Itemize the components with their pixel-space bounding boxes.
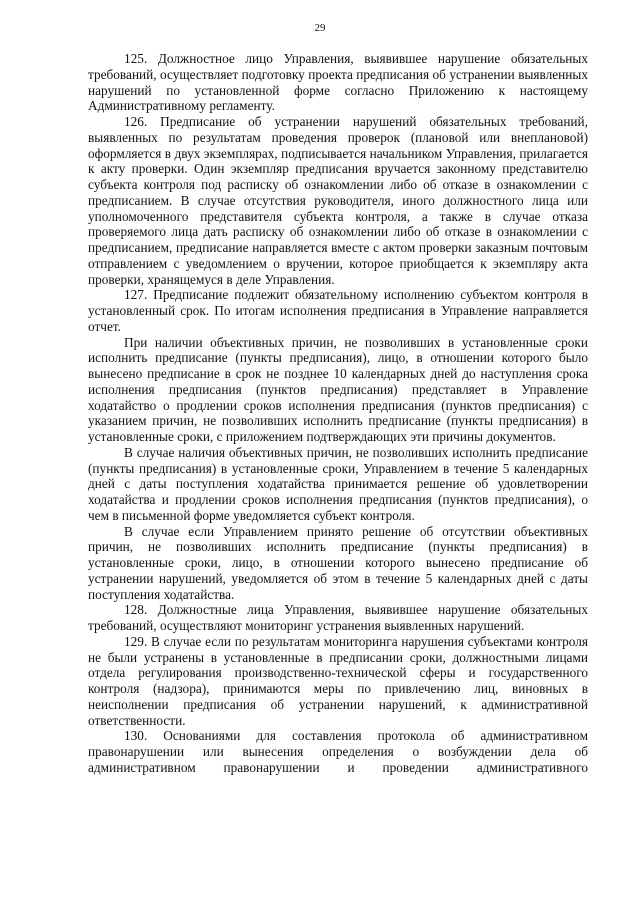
paragraph-128: 128. Должностные лица Управления, выявившее нарушение обязательных требований, осуществляют мониторинг устранения выявленных нарушений. xyxy=(88,602,588,633)
paragraph-127: 127. Предписание подлежит обязательному исполнению субъектом контроля в установленный срок. По итогам исполнения предписания в Управление направляется отчет. xyxy=(88,287,588,334)
paragraph-127-extension-granted: В случае наличия объективных причин, не позволивших исполнить предписание (пункты предписания) в установленные сроки, Управлением в течение 5 календарных дней с даты поступления ходатайства принимается решение об удовлетворении ходатайства и продлении сроков исполнения предписания (пунктов предписания), о чем в письменной форме уведомляется субъект контроля. xyxy=(88,444,588,523)
paragraph-126: 126. Предписание об устранении нарушений обязательных требований, выявленных по результатам проведения проверок (плановой или внеплановой) оформляется в двух экземплярах, подписывается начальником Управления, прилагается к акту проверки. Один экземпляр предписания вручается законному представителю субъекта контроля под расписку об ознакомлении либо об отказе в ознакомлении с предписанием. В случае отсутствия руководителя, иного должностного лица или уполномоченного представителя субъекта контроля, а также в случае отказа проверяемого лица дать расписку об ознакомлении либо об отказе в ознакомлении с предписанием, предписание направляется вместе с актом проверки заказным почтовым отправлением с уведомлением о вручении, которое приобщается к экземпляру акта проверки, хранящемуся в деле Управления. xyxy=(88,114,588,287)
paragraph-129: 129. В случае если по результатам мониторинга нарушения субъектами контроля не были устранены в установленные в предписании сроки, должностными лицами отдела регулирования производственно-технической сферы и государственного контроля (надзора), принимаются меры по привлечению лиц, виновных в неисполнении предписания об устранении нарушений, к административной ответственности. xyxy=(88,633,588,728)
document-body xyxy=(88,51,588,776)
paragraph-127-extension-denied: В случае если Управлением принято решение об отсутствии объективных причин, не позволивших исполнить предписание (пункты предписания) в установленные сроки, лицо, в отношении которого вынесено предписание об устранении нарушений, уведомляется об этом в течение 5 календарных дней с даты поступления ходатайства. xyxy=(88,523,588,602)
paragraph-127-extension-request: При наличии объективных причин, не позволивших в установленные сроки исполнить предписание (пункты предписания), лицо, в отношении которого было вынесено предписание в срок не позднее 10 календарных дней до наступления срока исполнения предписания (пунктов предписания) представляет в Управление ходатайство о продлении сроков исполнения предписания (пунктов предписания) с указанием причин, не позволивших исполнить предписание (пункты предписания) в установленные сроки, с приложением подтверждающих эти причины документов. xyxy=(88,334,588,444)
paragraph-130: 130. Основаниями для составления протокола об административном правонарушении или вынесения определения о возбуждении дела об административном правонарушении и проведении административного xyxy=(88,728,588,775)
paragraph-125: 125. Должностное лицо Управления, выявившее нарушение обязательных требований, осуществляет подготовку проекта предписания об устранении выявленных нарушений по установленной форме согласно Приложению к настоящему Административному регламенту. xyxy=(88,51,588,114)
page-number: 29 xyxy=(314,22,326,34)
